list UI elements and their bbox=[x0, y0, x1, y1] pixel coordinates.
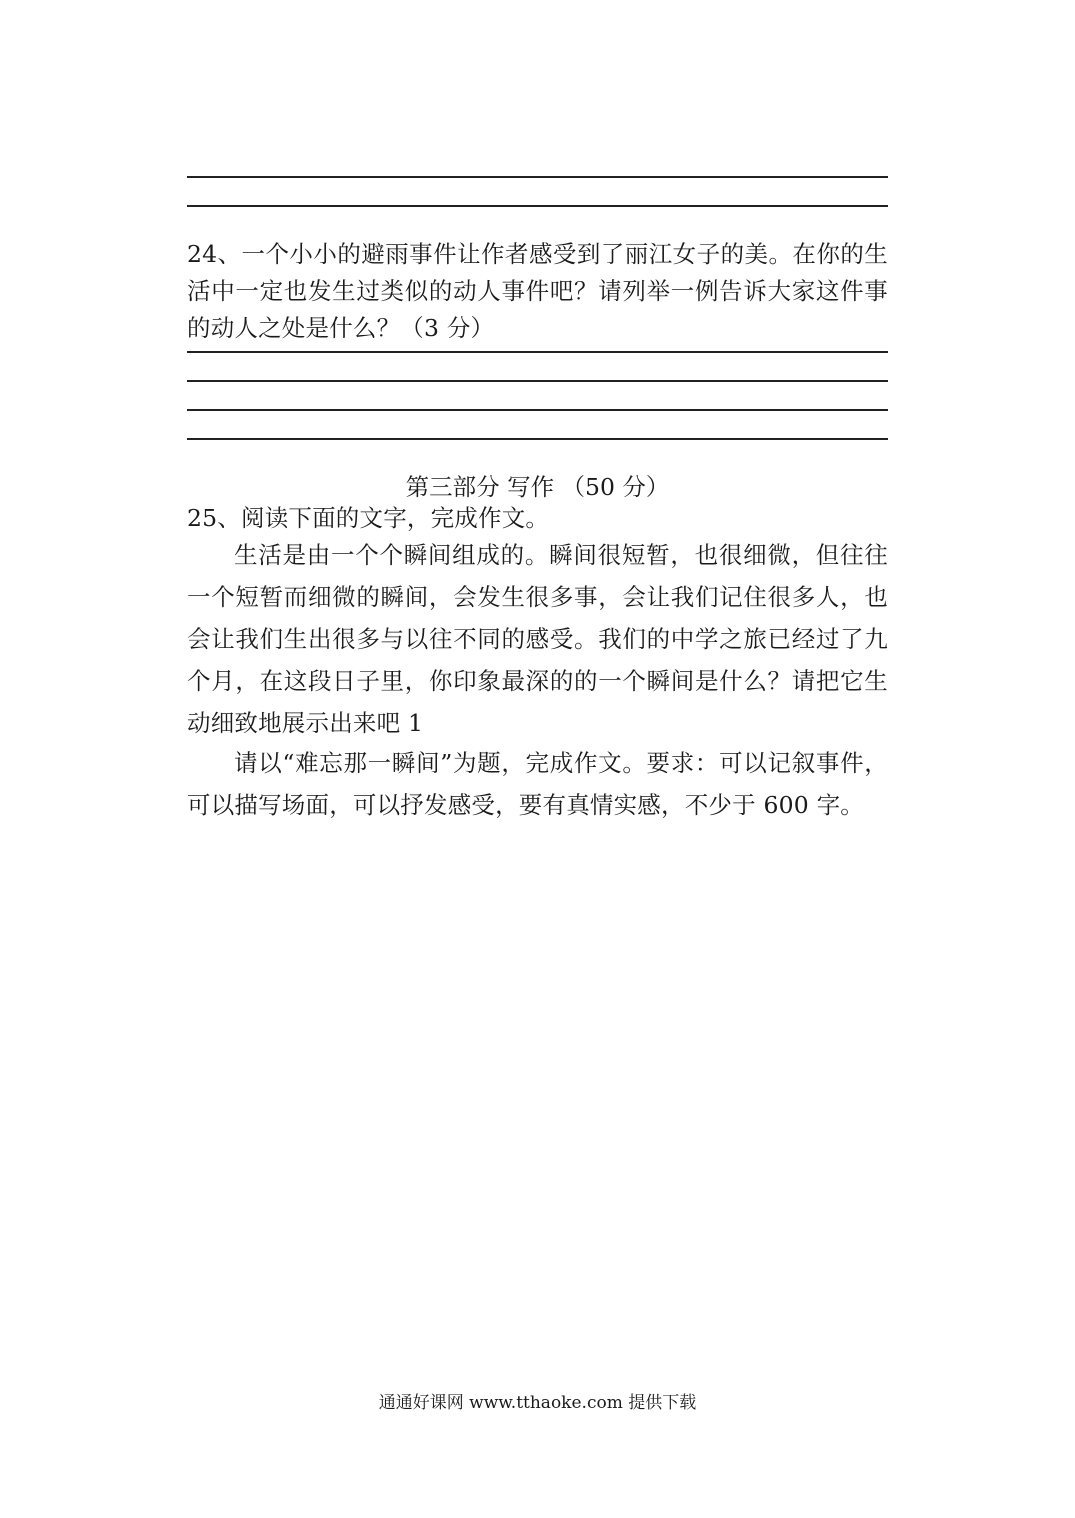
question-25-intro: 25、阅读下面的文字，完成作文。 bbox=[187, 504, 550, 532]
section-title: 第三部分 写作 （50 分） bbox=[405, 473, 670, 501]
footer-credit: 通通好课网 www.tthaoke.com 提供下载 bbox=[378, 1393, 697, 1413]
answer-line bbox=[187, 380, 888, 382]
answer-line bbox=[187, 176, 888, 178]
question-25-body: 生活是由一个个瞬间组成的。瞬间很短暂，也很细微，但往往一个短暂而细微的瞬间，会发生很多事，会让我们记住很多人，也会让我们生出很多与以往不同的感受。我们的中学之旅已经过了九个月，在这段日子里，你印象最深的的一个瞬间是什么？请把它生动细致地展示出来吧 1 bbox=[187, 541, 888, 737]
question-24-text: 24、一个小小的避雨事件让作者感受到了丽江女子的美。在你的生活中一定也发生过类似的动人事件吧？请列举一例告诉大家这件事的动人之处是什么？（3 分） bbox=[187, 240, 888, 342]
answer-line bbox=[187, 438, 888, 440]
answer-line bbox=[187, 351, 888, 353]
answer-line bbox=[187, 205, 888, 207]
answer-line bbox=[187, 409, 888, 411]
question-25-prompt: 请以“难忘那一瞬间”为题，完成作文。要求：可以记叙事件，可以描写场面，可以抒发感受，要有真情实感，不少于 600 字。 bbox=[187, 749, 888, 819]
